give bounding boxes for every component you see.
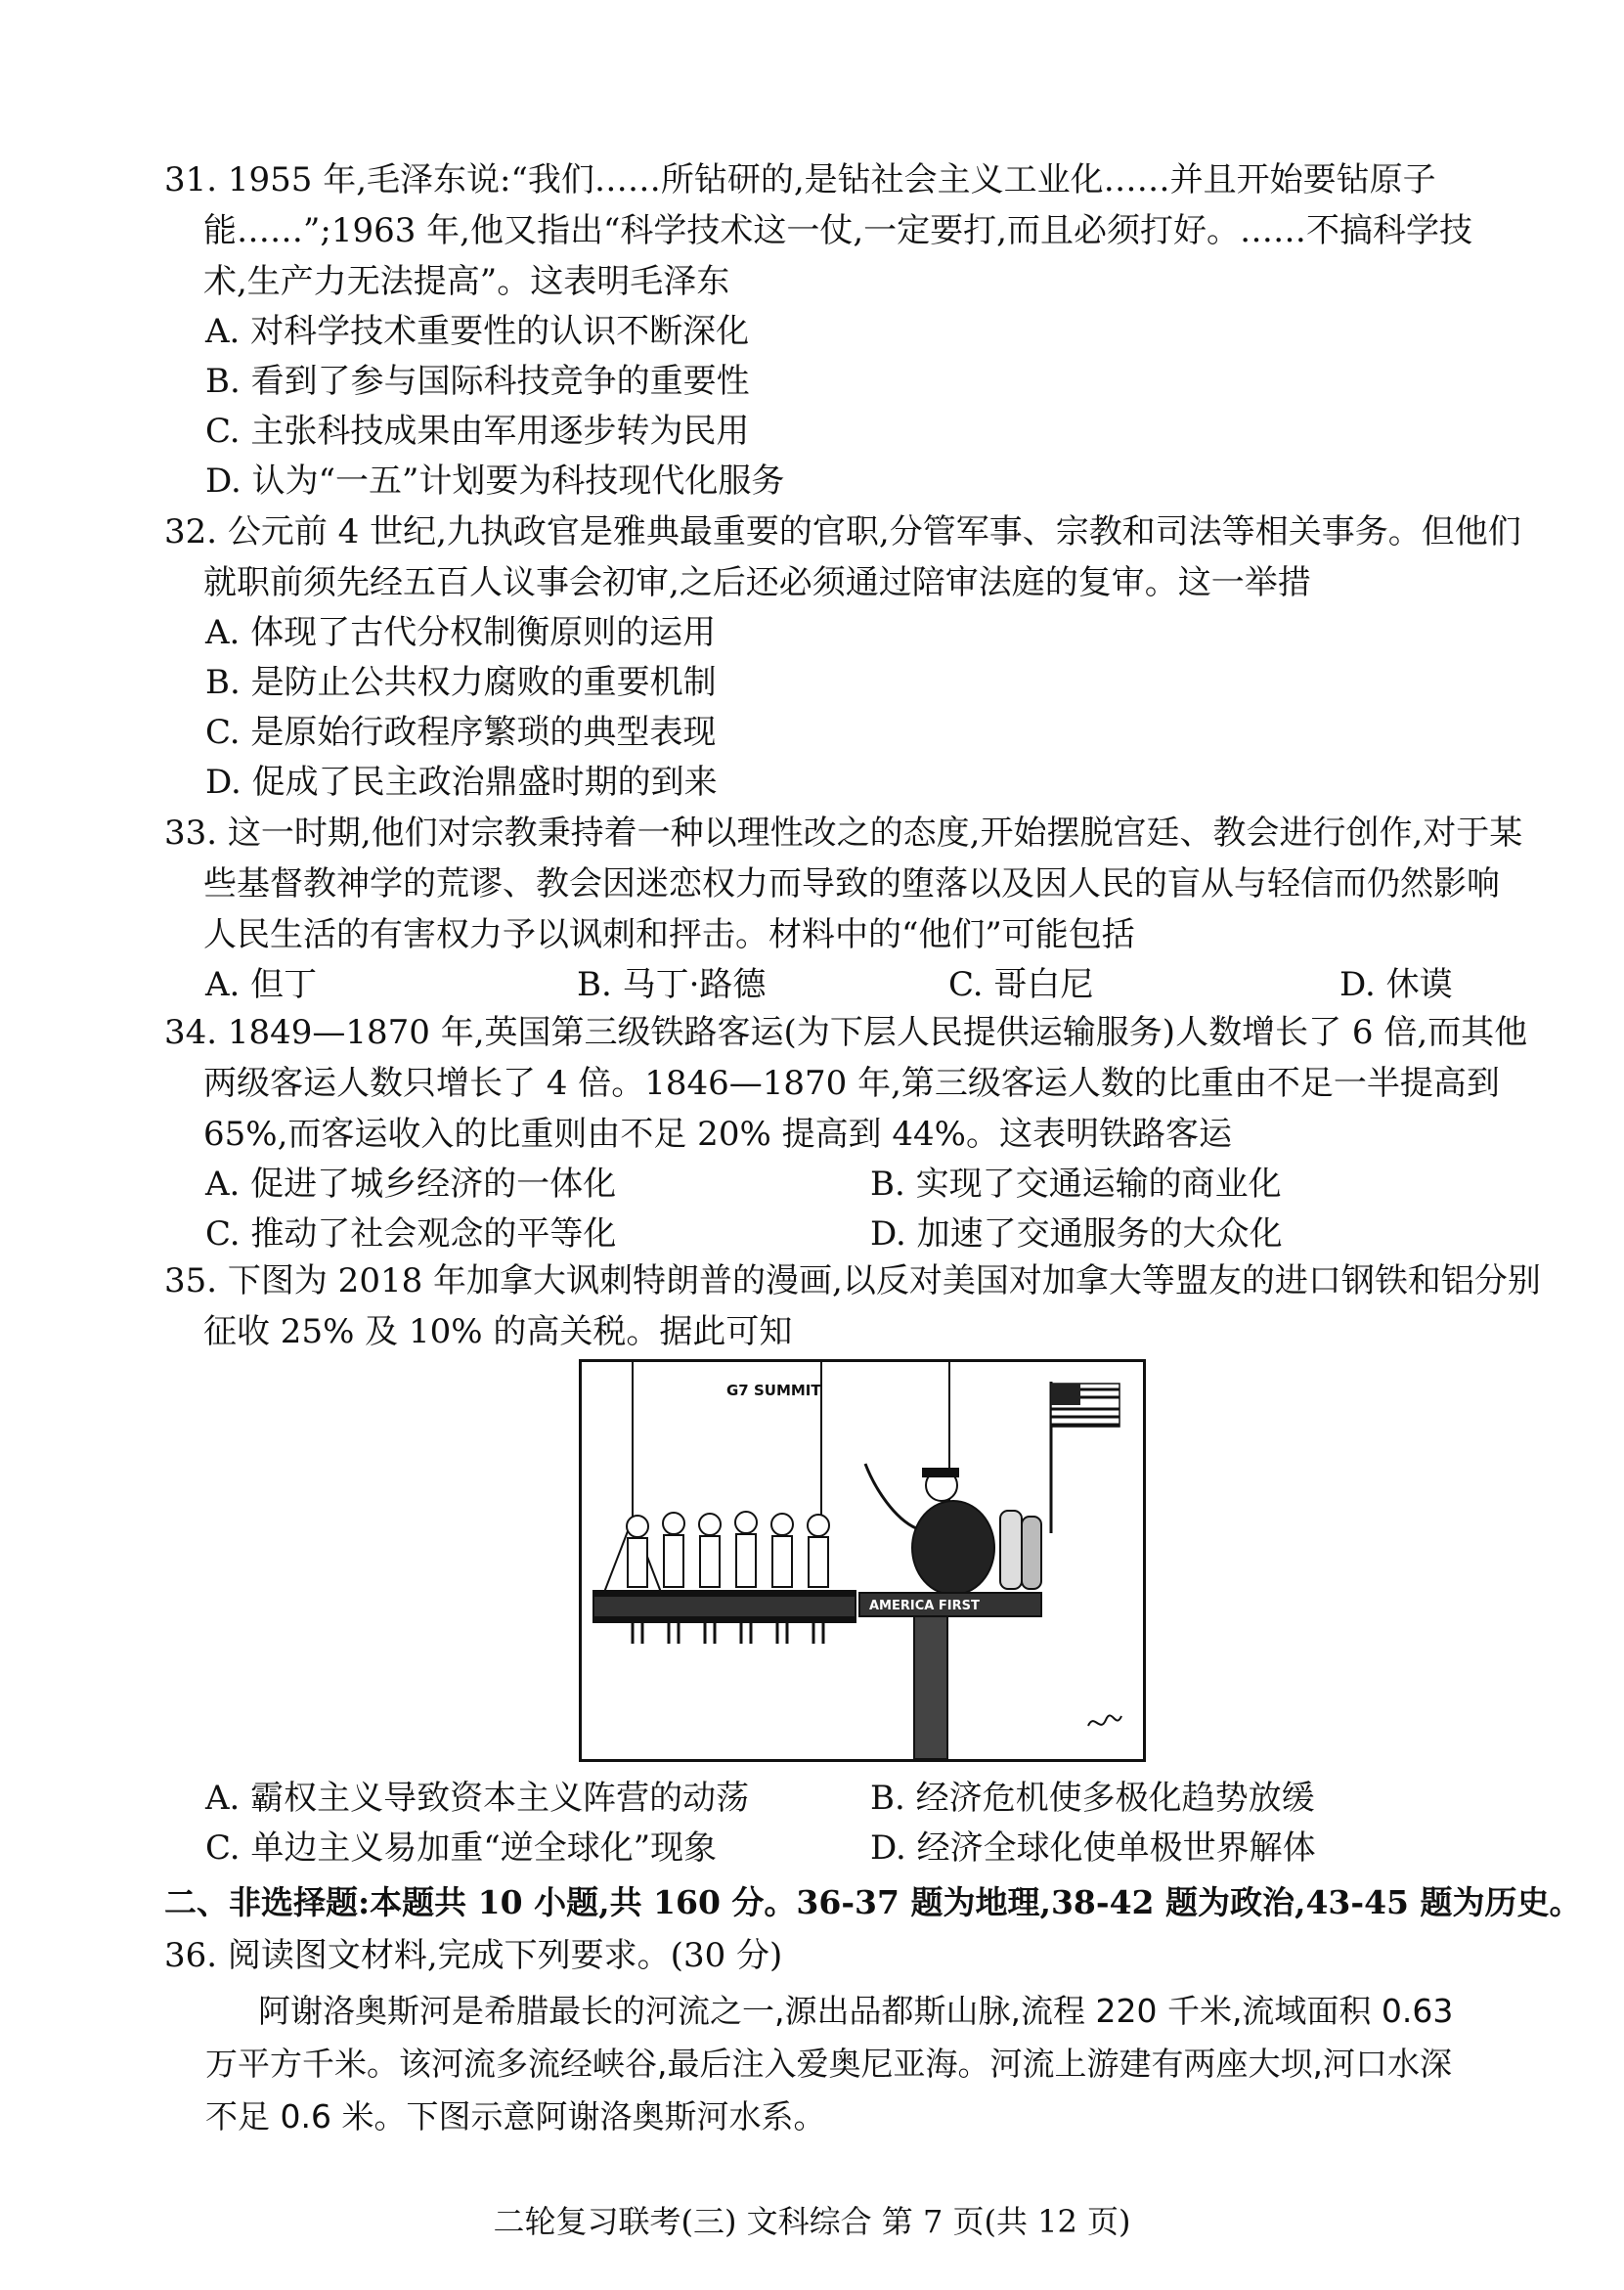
option-b: B. 经济危机使多极化趋势放缓 (870, 1779, 1315, 1818)
material-line: 万平方千米。该河流多流经峡谷,最后注入爱奥尼亚海。河流上游建有两座大坝,河口水深 (205, 2045, 1452, 2083)
option-c: C. 主张科技成果由军用逐步转为民用 (205, 412, 750, 451)
option-c: C. 单边主义易加重“逆全球化”现象 (205, 1828, 718, 1868)
material-line: 不足 0.6 米。下图示意阿谢洛奥斯河水系。 (205, 2097, 826, 2136)
stem-line: 术,生产力无法提高”。这表明毛泽东 (203, 262, 730, 301)
stem-line: 些基督教神学的荒谬、教会因迷恋权力而导致的堕落以及因人民的盲从与轻信而仍然影响 (203, 864, 1500, 903)
option-d: D. 促成了民主政治鼎盛时期的到来 (205, 763, 718, 802)
section-heading: 二、非选择题:本题共 10 小题,共 160 分。36-37 题为地理,38-42 题为政治,43-45 题为历史。 (164, 1883, 1582, 1921)
option-a: A. 霸权主义导致资本主义阵营的动荡 (205, 1779, 750, 1818)
stem-line: 65%,而客运收入的比重则由不足 20% 提高到 44%。这表明铁路客运 (203, 1115, 1232, 1154)
option-a: A. 促进了城乡经济的一体化 (205, 1165, 617, 1204)
stem-line: 34. 1849—1870 年,英国第三级铁路客运(为下层人民提供运输服务)人数增长了 6 倍,而其他 (164, 1013, 1528, 1052)
option-a: A. 体现了古代分权制衡原则的运用 (205, 613, 717, 652)
stem-line: 能……”;1963 年,他又指出“科学技术这一仗,一定要打,而且必须打好。……不搞科学技 (203, 211, 1472, 250)
option-a: A. 对科学技术重要性的认识不断深化 (205, 312, 750, 351)
question-31 (164, 154, 1514, 506)
question-33 (164, 808, 1523, 1010)
option-c: C. 是原始行政程序繁琐的典型表现 (205, 713, 717, 752)
question-36-stem: 36. 阅读图文材料,完成下列要求。(30 分) (164, 1936, 783, 1975)
cartoon-banner: G7 SUMMIT (726, 1382, 821, 1399)
stem-line: 33. 这一时期,他们对宗教秉持着一种以理性改之的态度,开始摆脱宫廷、教会进行创作,对于某 (164, 814, 1523, 853)
stem-line: 征收 25% 及 10% 的高关税。据此可知 (203, 1312, 793, 1351)
stem-line: 31. 1955 年,毛泽东说:“我们……所钻研的,是钻社会主义工业化……并且开始要钻原子 (164, 160, 1436, 199)
welder-figure (865, 1464, 1041, 1595)
question-32-stem (164, 506, 1521, 608)
question-32 (164, 506, 1521, 808)
option-d: D. 加速了交通服务的大众化 (870, 1214, 1283, 1254)
stem-line: 35. 下图为 2018 年加拿大讽刺特朗普的漫画,以反对美国对加拿大等盟友的进口钢铁和铝分别 (164, 1261, 1541, 1300)
question-34-stem (164, 1007, 1528, 1160)
option-d: D. 认为“一五”计划要为科技现代化服务 (205, 462, 785, 501)
seated-leaders (627, 1512, 829, 1587)
option-d: D. 经济全球化使单极世界解体 (870, 1828, 1316, 1868)
question-36-material (205, 1985, 1515, 2143)
stem-line: 32. 公元前 4 世纪,九执政官是雅典最重要的官职,分管军事、宗教和司法等相关事务。但他们 (164, 512, 1521, 551)
artist-signature (1088, 1715, 1121, 1726)
g7-summit-cartoon (579, 1359, 1146, 1762)
material-line: 阿谢洛奥斯河是希腊最长的河流之一,源出品都斯山脉,流程 220 千米,流域面积 0.63 (258, 1992, 1454, 2030)
question-35-stem (164, 1255, 1541, 1357)
option-c: C. 哥白尼 (948, 965, 1094, 1004)
options-grid (164, 1160, 1514, 1259)
option-c: C. 推动了社会观念的平等化 (205, 1214, 617, 1254)
question-36 (164, 1930, 1514, 1981)
option-b: B. 马丁·路德 (577, 965, 767, 1004)
question-35-options (164, 1774, 1514, 1873)
question-34 (164, 1007, 1528, 1259)
options-row (164, 960, 1514, 1010)
cartoon-illustration (582, 1362, 1143, 1759)
stem-line: 就职前须先经五百人议事会初审,之后还必须通过陪审法庭的复审。这一举措 (203, 563, 1311, 602)
question-33-stem (164, 808, 1523, 960)
us-flag (1051, 1382, 1119, 1533)
option-a: A. 但丁 (205, 965, 318, 1004)
stem-line: 人民生活的有害权力予以讽刺和抨击。材料中的“他们”可能包括 (203, 915, 1135, 954)
question-31-stem (164, 154, 1514, 307)
stem-line: 两级客运人数只增长了 4 倍。1846—1870 年,第三级客运人数的比重由不足一半提高到 (203, 1064, 1500, 1103)
option-b: B. 是防止公共权力腐败的重要机制 (205, 663, 717, 702)
beam-label: AMERICA FIRST (869, 1599, 980, 1613)
page-footer: 二轮复习联考(三) 文科综合 第 7 页(共 12 页) (493, 2203, 1131, 2240)
option-d: D. 休谟 (1339, 965, 1453, 1004)
option-b: B. 看到了参与国际科技竞争的重要性 (205, 362, 750, 401)
options-grid (164, 1774, 1514, 1873)
question-35 (164, 1255, 1541, 1357)
option-b: B. 实现了交通运输的商业化 (870, 1165, 1282, 1204)
